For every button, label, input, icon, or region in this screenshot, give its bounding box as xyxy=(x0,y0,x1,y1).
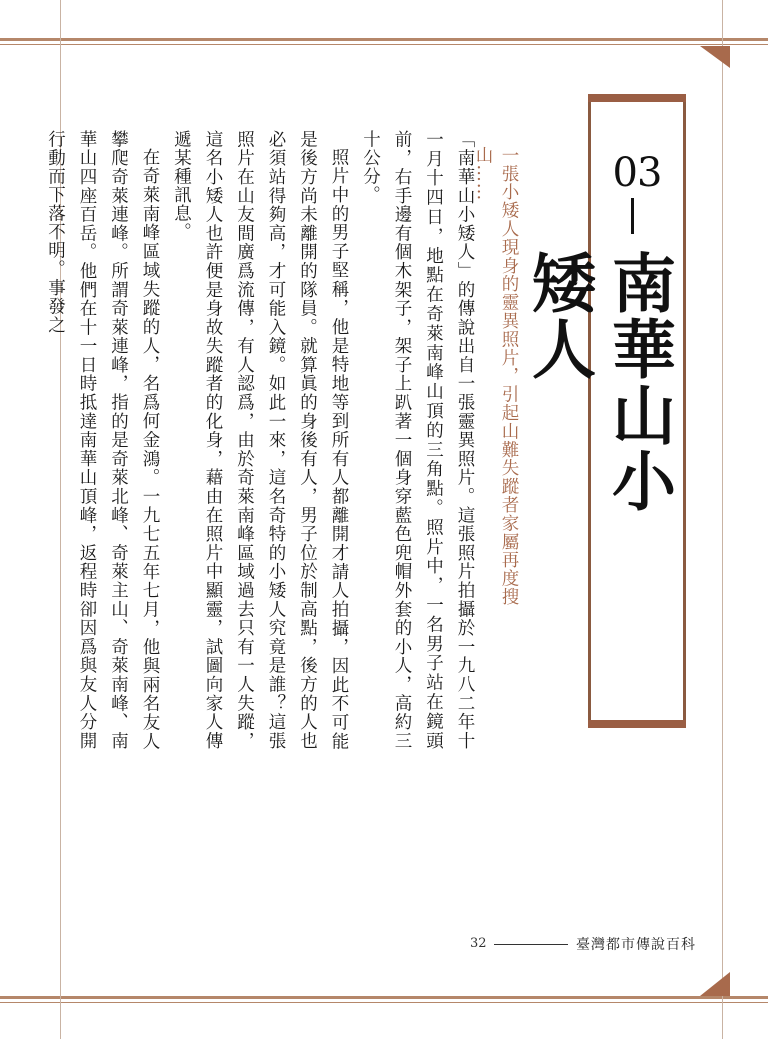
paragraph: 「南華山小矮人」的傳說出自一張靈異照片。這張照片拍攝於一九八二年十一月十四日，地點在奇萊南峰山頂的三角點。照片中，一名男子站在鏡頭前，右手邊有個木架子，架子上趴著一個身穿藍色兜帽外套的小人，高約三十公分。 xyxy=(360,130,475,750)
page-number: 32 xyxy=(470,936,487,951)
chapter-subtitle: 一張小矮人現身的靈異照片，引起山難失蹤者家屬再度搜山…… xyxy=(473,146,519,606)
chapter-title: 南華山小矮人 xyxy=(521,250,675,514)
title-dash xyxy=(631,198,634,234)
right-margin-line xyxy=(722,0,723,1039)
footer-divider xyxy=(494,944,568,945)
top-corner-ornament xyxy=(700,46,730,70)
body-text xyxy=(45,130,480,750)
chapter-number: 03 xyxy=(612,150,662,196)
paragraph: 照片中的男子堅稱，他是特地等到所有人都離開才請人拍攝，因此不可能是後方尚未離開的隊員。就算眞的身後有人，男子位於制高點，後方的人也必須站得夠高，才可能入鏡。如此一來，這名奇特的小矮人究竟是誰？這張照片在山友間廣爲流傳，有人認爲，由於奇萊南峰區域過去只有一人失蹤，這名小矮人也許便是身故失蹤者的化身，藉由在照片中顯靈，試圖向家人傳遞某種訊息。 xyxy=(171,130,349,750)
bottom-corner-ornament xyxy=(700,972,730,996)
bottom-rule xyxy=(0,996,768,999)
paragraph: 在奇萊南峰區域失蹤的人，名爲何金鴻。一九七五年七月，他與兩名友人攀爬奇萊連峰。所謂奇萊連峰，指的是奇萊北峰、奇萊主山、奇萊南峰、南華山四座百岳。他們在十一日時抵達南華山頂峰，返程時卻因爲與友人分開行動而下落不明。事發之 xyxy=(45,130,160,750)
bottom-rule-thin xyxy=(0,1002,768,1003)
top-rule xyxy=(0,38,768,41)
book-title: 臺灣都市傳說百科 xyxy=(576,937,696,953)
top-rule-thin xyxy=(0,44,768,45)
